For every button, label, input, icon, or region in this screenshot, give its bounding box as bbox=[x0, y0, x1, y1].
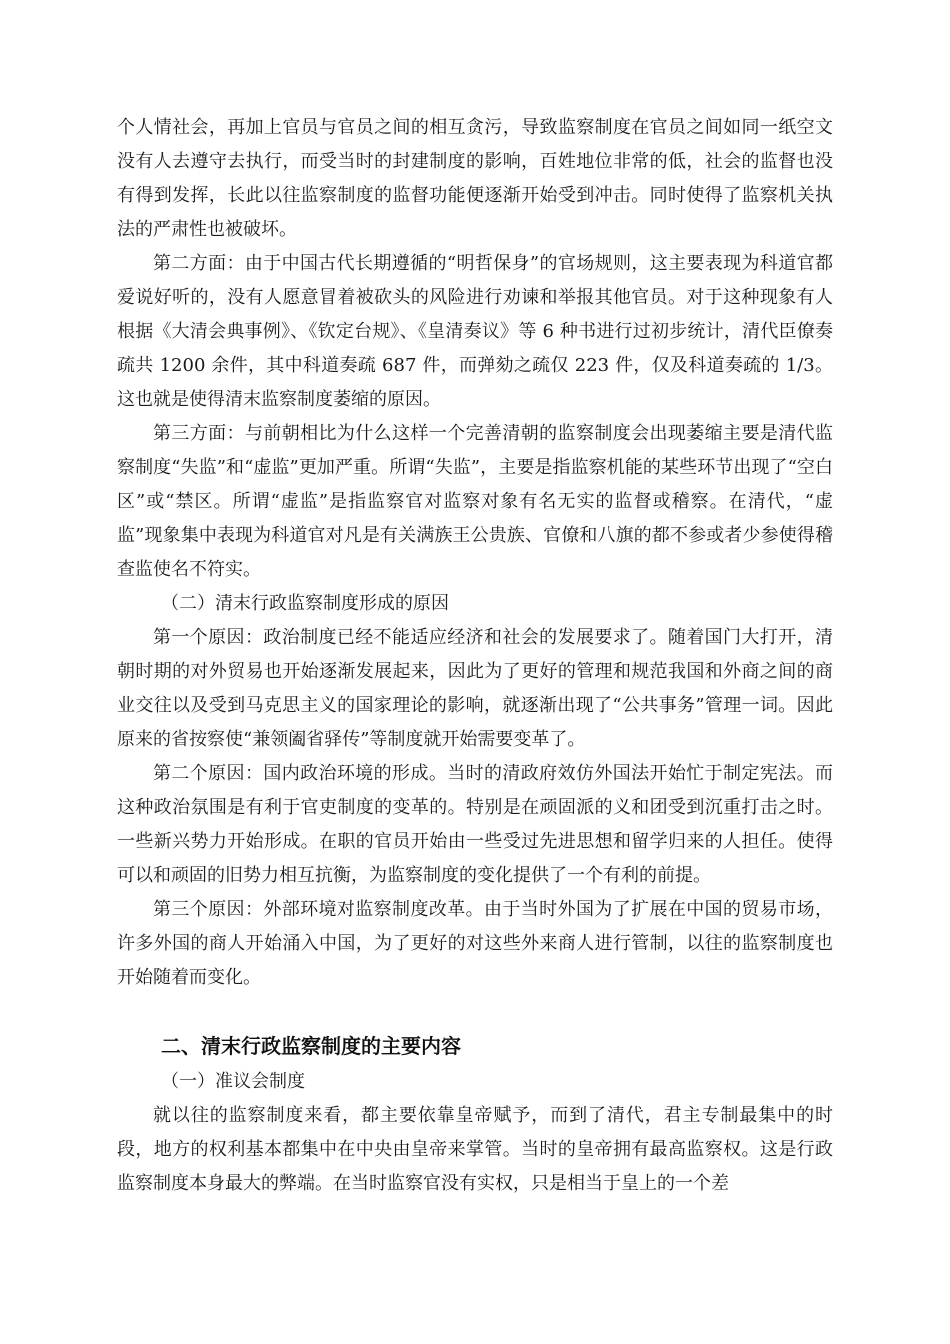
body-paragraph-reason-one: 第一个原因：政治制度已经不能适应经济和社会的发展要求了。随着国门大打开，清朝时期的对外贸易也开始逐渐发展起来，因此为了更好的管理和规范我国和外商之间的商业交往以及受到马克思主义的国家理论的影响，就逐渐出现了“公共事务”管理一词。因此原来的省按察使“兼领阖省驿传”等制度就开始需要变革了。 bbox=[117, 627, 833, 750]
document-body bbox=[117, 111, 833, 1201]
body-paragraph-second-aspect: 第二方面：由于中国古代长期遵循的“明哲保身”的官场规则，这主要表现为科道官都爱说好听的，没有人愿意冒着被砍头的风险进行劝谏和举报其他官员。对于这种现象有人根据《大清会典事例》、《钦定台规》、《皇清奏议》等 6 种书进行过初步统计，清代臣僚奏疏共 1200 余件，其中科道奏疏 687 件，而弹劾之疏仅 223 件，仅及科道奏疏的 1/3。这也就是使得清末监察制度萎缩的原因。 bbox=[117, 253, 833, 410]
body-paragraph-reason-two: 第二个原因：国内政治环境的形成。当时的清政府效仿外国法开始忙于制定宪法。而这种政治氛围是有利于官吏制度的变革的。特别是在顽固派的义和团受到沉重打击之时。一些新兴势力开始形成。在职的官员开始由一些受过先进思想和留学归来的人担任。使得可以和顽固的旧势力相互抗衡，为监察制度的变化提供了一个有利的前提。 bbox=[117, 763, 833, 886]
subsection-heading-formation-reasons: （二）清末行政监察制度形成的原因 bbox=[161, 593, 449, 614]
subsection-heading-quasi-parliament: （一）准议会制度 bbox=[161, 1071, 305, 1092]
body-paragraph-continuation: 个人情社会，再加上官员与官员之间的相互贪污，导致监察制度在官员之间如同一纸空文没有人去遵守去执行，而受当时的封建制度的影响，百姓地位非常的低，社会的监督也没有得到发挥，长此以往监察制度的监督功能便逐渐开始受到冲击。同时使得了监察机关执法的严肃性也被破坏。 bbox=[117, 117, 833, 240]
body-paragraph-third-aspect: 第三方面：与前朝相比为什么这样一个完善清朝的监察制度会出现萎缩主要是清代监察制度“失监”和“虚监”更加严重。所谓“失监”，主要是指监察机能的某些环节出现了“空白区”或“禁区。所谓“虚监”是指监察官对监察对象有名无实的监督或稽察。在清代，“虚监”现象集中表现为科道官对凡是有关满族王公贵族、官僚和八旗的都不参或者少参使得稽查监使名不符实。 bbox=[117, 423, 833, 580]
section-heading-main-content: 二、清末行政监察制度的主要内容 bbox=[161, 1034, 461, 1058]
body-paragraph-reason-three: 第三个原因：外部环境对监察制度改革。由于当时外国为了扩展在中国的贸易市场，许多外国的商人开始涌入中国，为了更好的对这些外来商人进行管制，以往的监察制度也开始随着而变化。 bbox=[117, 899, 833, 988]
body-paragraph-quasi-parliament: 就以往的监察制度来看，都主要依靠皇帝赋予，而到了清代，君主专制最集中的时段，地方的权利基本都集中在中央由皇帝来掌管。当时的皇帝拥有最高监察权。这是行政监察制度本身最大的弊端。在当时监察官没有实权，只是相当于皇上的一个差 bbox=[117, 1105, 833, 1194]
